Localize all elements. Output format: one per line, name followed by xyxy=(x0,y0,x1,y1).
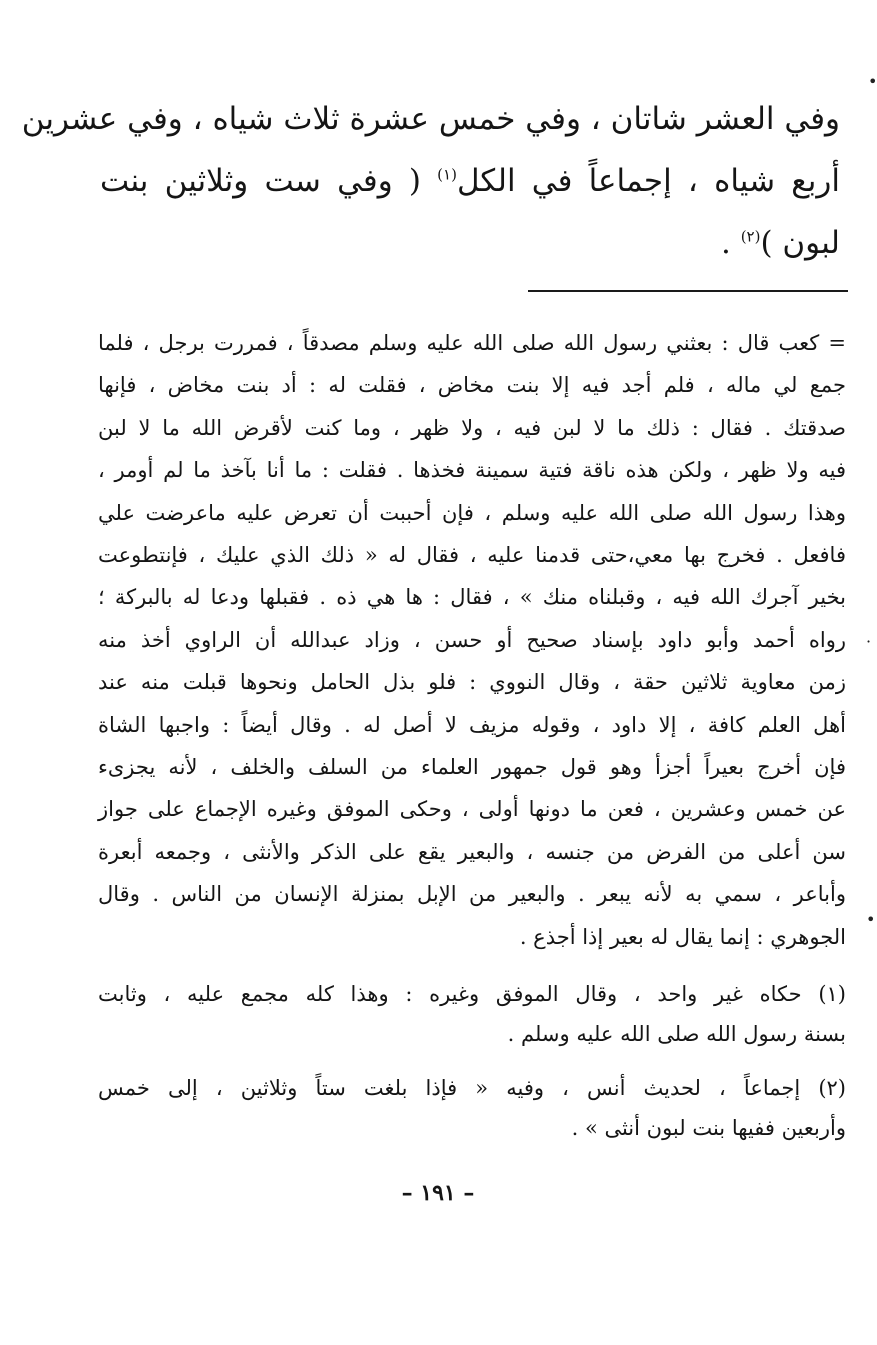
footnote-marker: (١) xyxy=(437,165,457,184)
footnote-line: صدقتك . فقال : ذلك ما لا لبن فيه ، ولا ظهر ، وما كنت لأقرض الله ما لا لبن xyxy=(98,415,846,440)
footnote-line: عن خمس وعشرين ، فعن ما دونها أولى ، وحكى الموفق وغيره الإجماع على جواز xyxy=(98,797,846,822)
main-text xyxy=(21,88,840,274)
footnote-divider xyxy=(528,290,848,292)
main-text-line: وفي العشر شاتان ، وفي خمس عشرة ثلاث شياه ، وفي عشرين xyxy=(21,101,840,137)
footnote-continuation xyxy=(98,322,846,958)
footnote-1 xyxy=(98,974,846,1054)
footnote-marker: (٢) xyxy=(740,227,761,246)
main-text-segment: ( وفي ست وثلاثين بنت xyxy=(100,163,438,199)
main-text-line xyxy=(100,150,840,212)
footnote-line: (٢) إجماعاً ، لحديث أنس ، وفيه « فإذا بلغت ستاً وثلاثين ، إلى خمس xyxy=(98,1076,846,1100)
footnote-line: وهذا رسول الله صلى الله عليه وسلم ، فإن أحببت أن تعرض عليه ماعرضت علي xyxy=(98,500,846,525)
page-number: – ١٩١ – xyxy=(401,1180,475,1206)
footnote-line: = كعب قال : بعثني رسول الله صلى الله عليه وسلم مصدقاً ، فمررت برجل ، فلما xyxy=(98,331,846,355)
footnote-line: الجوهري : إنما يقال له بعير إذا أجذع . xyxy=(519,924,846,949)
footnote-line: سن أعلى من الفرض من جنسه ، والبعير يقع على الذكر والأنثى ، وجمعه أبعرة xyxy=(98,839,846,864)
footnote-line: بخير آجرك الله فيه ، وقبلناه منك » ، فقال : ها هي ذه . فقبلها ودعا له بالبركة ؛ xyxy=(98,585,846,610)
footnote-line: فافعل . فخرج بها معي،حتى قدمنا عليه ، فقال له « ذلك الذي عليك ، فإنتطوعت xyxy=(98,543,846,568)
main-text-segment: أربع شياه ، إجماعاً في الكل xyxy=(456,163,840,199)
footnote-line: زمن معاوية ثلاثين حقة ، وقال النووي : فلو بذل الحامل ونحوها قبلت منه عند xyxy=(98,670,846,695)
main-text-line xyxy=(100,212,840,274)
footnote-line: رواه أحمد وأبو داود بإسناد صحيح أو حسن ، وزاد عبدالله أن الراوي أخذ منه xyxy=(98,627,846,652)
footnote-2 xyxy=(98,1068,846,1148)
footnote-line: فيه ولا ظهر ، ولكن هذه ناقة فتية سمينة فخذها . فقلت : ما أنا بآخذ ما لم أومر ، xyxy=(98,458,846,483)
footnote-line: فإن أخرج بعيراً أجزأ وهو قول جمهور العلماء من السلف والخلف ، لأنه يجزىء xyxy=(98,755,846,780)
footnote-line: وأربعين ففيها بنت لبون أنثى » . xyxy=(571,1116,846,1140)
margin-dot: • xyxy=(866,910,876,929)
footnote-line: بسنة رسول الله صلى الله عليه وسلم . xyxy=(507,1022,846,1046)
footnote-line: جمع لي ماله ، فلم أجد فيه إلا بنت مخاض ، فقلت له : أد بنت مخاض ، فإنها xyxy=(98,373,846,398)
footnote-line: أهل العلم كافة ، إلا داود ، وقوله مزيف لا أصل له . وقال أيضاً : واجبها الشاة xyxy=(98,712,846,737)
main-text-segment: لبون ) xyxy=(760,225,840,261)
footnote-line: (١) حكاه غير واحد ، وقال الموفق وغيره : وهذا كله مجمع عليه ، وثابت xyxy=(98,982,846,1006)
margin-dot: · xyxy=(866,632,872,651)
margin-dot: • xyxy=(868,72,877,91)
main-text-segment: . xyxy=(720,225,741,261)
footnote-line: وأباعر ، سمي به لأنه يبعر . والبعير من الإبل بمنزلة الإنسان من الناس . وقال xyxy=(98,882,846,907)
